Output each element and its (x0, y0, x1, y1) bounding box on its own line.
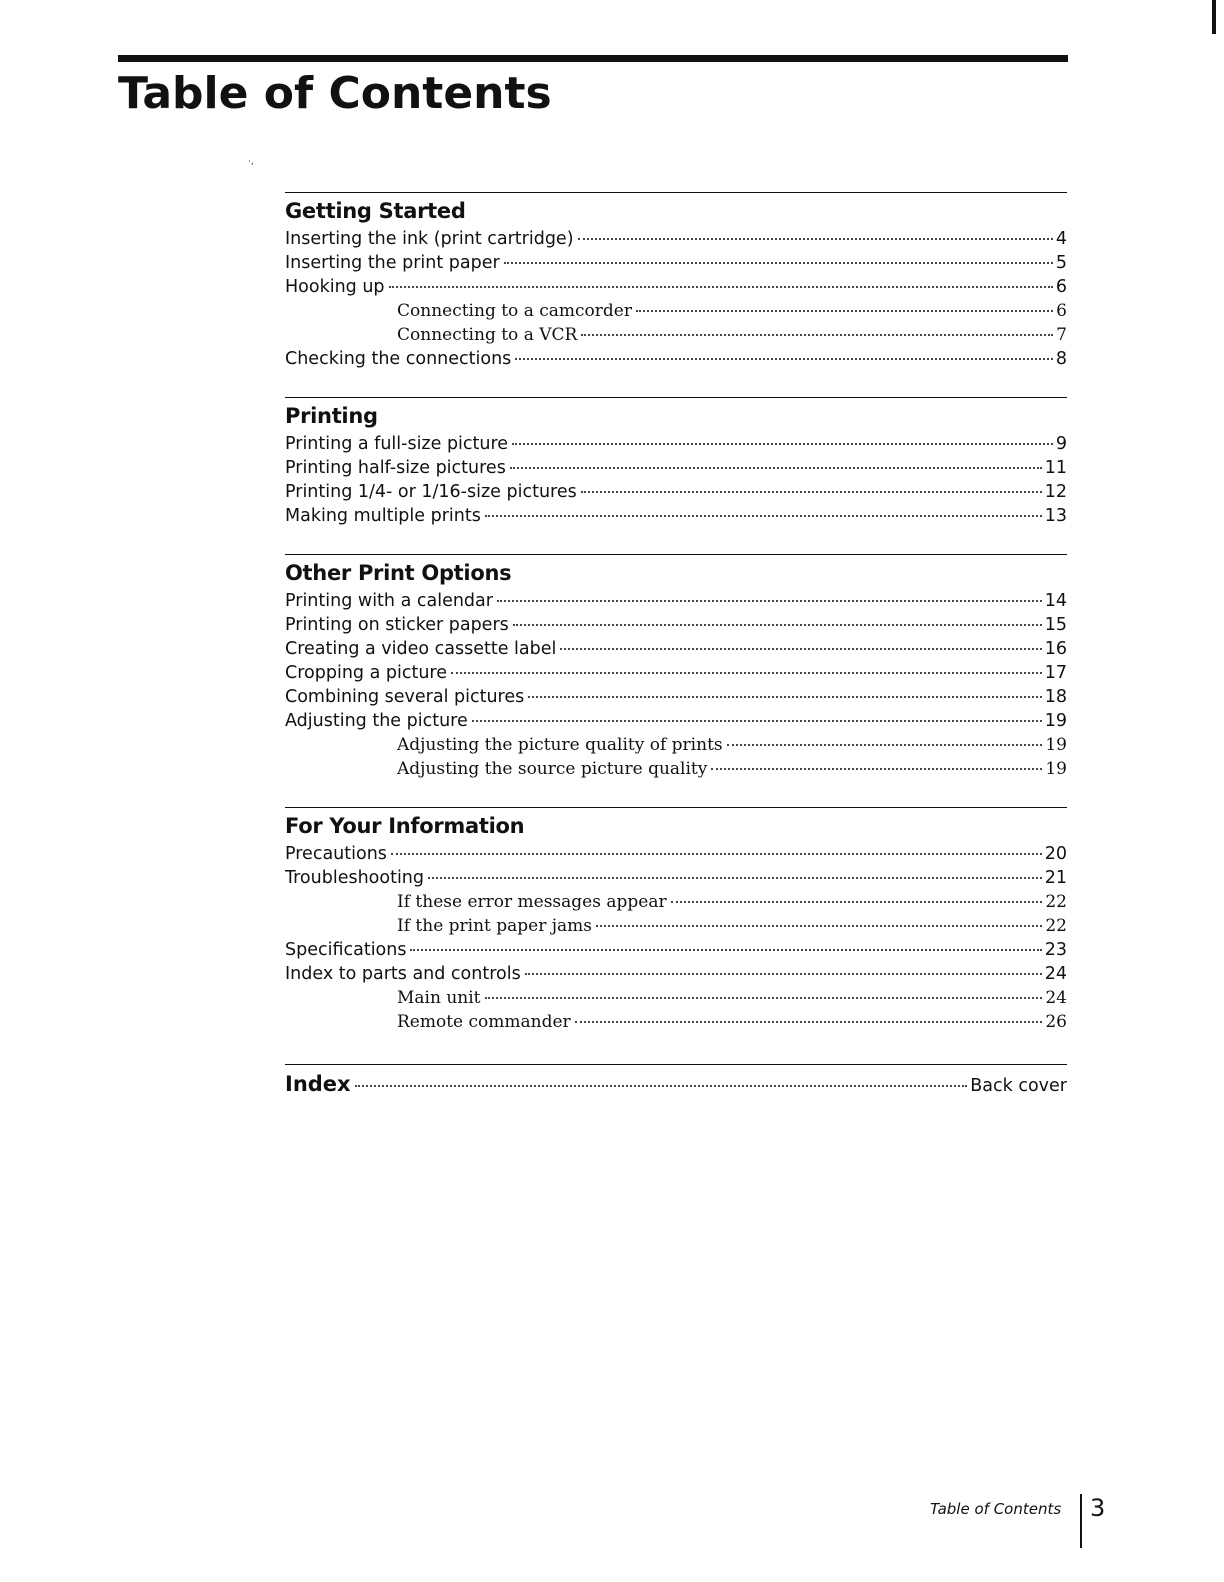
toc-subentry[interactable] (285, 1010, 1067, 1034)
toc-section (285, 192, 1067, 371)
toc-entry[interactable] (285, 938, 1067, 962)
edge-mark (1212, 0, 1216, 34)
entry-page-number: 22 (1045, 892, 1067, 912)
toc-entry[interactable] (285, 480, 1067, 504)
entry-label: Making multiple prints (285, 506, 481, 526)
dot-leader (472, 720, 1042, 722)
entry-page-number: 14 (1044, 591, 1067, 611)
dot-leader (485, 997, 1043, 999)
entry-label: Adjusting the picture quality of prints (397, 735, 723, 755)
toc-entry-index[interactable] (285, 1069, 1067, 1101)
dot-leader (391, 853, 1042, 855)
entry-label: Precautions (285, 844, 387, 864)
dot-leader (525, 973, 1042, 975)
toc-subentry[interactable] (285, 914, 1067, 938)
toc-entry[interactable] (285, 866, 1067, 890)
dot-leader (528, 696, 1041, 698)
page-number: 3 (1090, 1494, 1106, 1522)
entry-page-number: 15 (1044, 615, 1067, 635)
entry-page-number: 20 (1044, 844, 1067, 864)
page-title: Table of Contents (118, 68, 552, 119)
dot-leader (636, 310, 1053, 312)
entry-page-number: 18 (1044, 687, 1067, 707)
entry-label: Remote commander (397, 1012, 571, 1032)
entry-label: Cropping a picture (285, 663, 447, 683)
dot-leader (578, 238, 1053, 240)
entry-label: Inserting the ink (print cartridge) (285, 229, 574, 249)
entry-label: Printing on sticker papers (285, 615, 509, 635)
toc-section (285, 397, 1067, 528)
print-speck: ·, (248, 157, 254, 167)
toc-subentry[interactable] (285, 757, 1067, 781)
toc-entry[interactable] (285, 589, 1067, 613)
entry-label: Hooking up (285, 277, 385, 297)
toc-entry[interactable] (285, 709, 1067, 733)
entry-page-number: 22 (1045, 916, 1067, 936)
dot-leader (581, 334, 1053, 336)
toc-entry[interactable] (285, 456, 1067, 480)
dot-leader (428, 877, 1042, 879)
dot-leader (515, 358, 1053, 360)
entry-label: Connecting to a camcorder (397, 301, 632, 321)
dot-leader (410, 949, 1041, 951)
entry-label: Troubleshooting (285, 868, 425, 888)
entry-label: Connecting to a VCR (397, 325, 578, 345)
toc-section (285, 807, 1067, 1034)
entry-page-number: 21 (1044, 868, 1067, 888)
entry-page-number: 6 (1056, 301, 1067, 321)
dot-leader (497, 600, 1042, 602)
dot-leader (581, 491, 1042, 493)
entry-label: If the print paper jams (397, 916, 593, 936)
entry-page-number: 26 (1045, 1012, 1067, 1032)
entry-label: Printing with a calendar (285, 591, 493, 611)
entry-page-number: 19 (1045, 759, 1067, 779)
section-title: Other Print Options (285, 561, 512, 585)
toc-subentry[interactable] (285, 890, 1067, 914)
dot-leader (451, 672, 1042, 674)
toc-entry[interactable] (285, 613, 1067, 637)
entry-label: Checking the connections (285, 349, 512, 369)
entry-page-number: 19 (1045, 735, 1067, 755)
entry-page-number: 11 (1044, 458, 1067, 478)
dot-leader (727, 744, 1043, 746)
entry-page-number: 12 (1044, 482, 1067, 502)
dot-leader (575, 1021, 1043, 1023)
dot-leader (510, 467, 1042, 469)
entry-page-number: 8 (1055, 349, 1067, 369)
toc-sections (285, 192, 1067, 1034)
dot-leader (389, 286, 1053, 288)
entry-label: Index to parts and controls (285, 964, 521, 984)
entry-page-number: 16 (1044, 639, 1067, 659)
toc-entry[interactable] (285, 275, 1067, 299)
toc-entry[interactable] (285, 842, 1067, 866)
section-title: For Your Information (285, 814, 525, 838)
toc-entry[interactable] (285, 227, 1067, 251)
entry-page-number: 7 (1056, 325, 1067, 345)
dot-leader (512, 443, 1053, 445)
toc-entry[interactable] (285, 962, 1067, 986)
dot-leader (513, 624, 1042, 626)
footer-rule (1080, 1494, 1082, 1548)
entry-page-number: 5 (1055, 253, 1067, 273)
entry-label: If these error messages appear (397, 892, 667, 912)
dot-leader (485, 515, 1042, 517)
entry-label: Creating a video cassette label (285, 639, 557, 659)
entry-label: Adjusting the source picture quality (397, 759, 708, 779)
entry-page-number: 13 (1044, 506, 1067, 526)
toc-entry[interactable] (285, 251, 1067, 275)
entry-label: Main unit (397, 988, 481, 1008)
index-page: Back cover (970, 1076, 1067, 1096)
toc-entry[interactable] (285, 504, 1067, 528)
toc-entry[interactable] (285, 347, 1067, 371)
dot-leader (560, 648, 1041, 650)
toc-subentry[interactable] (285, 323, 1067, 347)
dot-leader (596, 925, 1042, 927)
dot-leader (671, 901, 1043, 903)
entry-page-number: 23 (1044, 940, 1067, 960)
toc-entry[interactable] (285, 432, 1067, 456)
entry-page-number: 6 (1055, 277, 1067, 297)
entry-label: Specifications (285, 940, 407, 960)
entry-label: Combining several pictures (285, 687, 525, 707)
toc-entry[interactable] (285, 661, 1067, 685)
toc-entry[interactable] (285, 685, 1067, 709)
section-title: Getting Started (285, 199, 466, 223)
toc-section (285, 554, 1067, 781)
index-section (285, 1064, 1067, 1101)
entry-label: Adjusting the picture (285, 711, 468, 731)
entry-page-number: 9 (1055, 434, 1067, 454)
entry-page-number: 17 (1044, 663, 1067, 683)
entry-page-number: 24 (1045, 988, 1067, 1008)
toc-entry[interactable] (285, 637, 1067, 661)
entry-label: Inserting the print paper (285, 253, 500, 273)
entry-page-number: 19 (1044, 711, 1067, 731)
dot-leader (355, 1085, 968, 1087)
footer-label: Table of Contents (930, 1500, 1062, 1518)
dot-leader (504, 262, 1053, 264)
dot-leader (711, 768, 1042, 770)
entry-label: Printing a full-size picture (285, 434, 509, 454)
entry-label: Printing 1/4- or 1/16-size pictures (285, 482, 577, 502)
toc-subentry[interactable] (285, 299, 1067, 323)
table-of-contents (285, 192, 1067, 1101)
top-rule (118, 55, 1068, 62)
toc-subentry[interactable] (285, 986, 1067, 1010)
section-title: Printing (285, 404, 378, 428)
entry-page-number: 4 (1055, 229, 1067, 249)
entry-page-number: 24 (1044, 964, 1067, 984)
entry-label: Printing half-size pictures (285, 458, 506, 478)
index-label: Index (285, 1072, 351, 1096)
toc-subentry[interactable] (285, 733, 1067, 757)
